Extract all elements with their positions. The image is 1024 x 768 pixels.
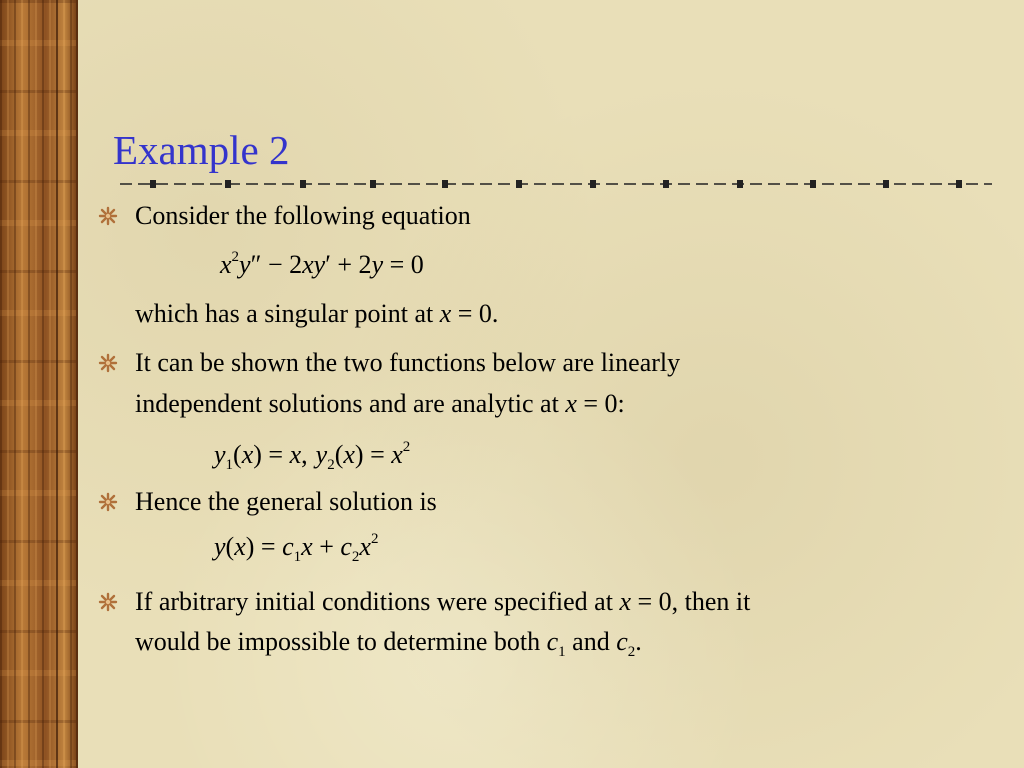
bullet-2-line2: independent solutions and are analytic at x = 0: bbox=[135, 389, 625, 418]
equation-solutions: $y_1(x) = x$, $y_2(x) = x^2$ bbox=[214, 439, 411, 473]
equation-general-solution: $y(x) = c_1x + c_2x^2$ bbox=[214, 531, 379, 565]
slide-title: Example 2 bbox=[113, 127, 290, 173]
bullet-3-text: Hence the general solution is bbox=[135, 487, 437, 516]
asterisk-bullet-icon bbox=[98, 592, 118, 612]
title-divider bbox=[120, 176, 992, 192]
equation-differential: $x^2y'' - 2xy' + 2y = 0$ bbox=[220, 249, 424, 279]
wood-texture-strip bbox=[0, 0, 78, 768]
asterisk-bullet-icon bbox=[98, 353, 118, 373]
bullet-1-text: Consider the following equation bbox=[135, 201, 471, 230]
asterisk-bullet-icon bbox=[98, 206, 118, 226]
bullet-4-line1: If arbitrary initial conditions were specified at x = 0, then it bbox=[135, 587, 751, 616]
asterisk-bullet-icon bbox=[98, 492, 118, 512]
bullet-2-text: It can be shown the two functions below are linearly bbox=[135, 348, 681, 377]
bullet-4-line2: would be impossible to determine both $c_1$ and $c_2$. bbox=[135, 627, 642, 660]
bullet-1-line2: which has a singular point at x = 0. bbox=[135, 299, 499, 328]
